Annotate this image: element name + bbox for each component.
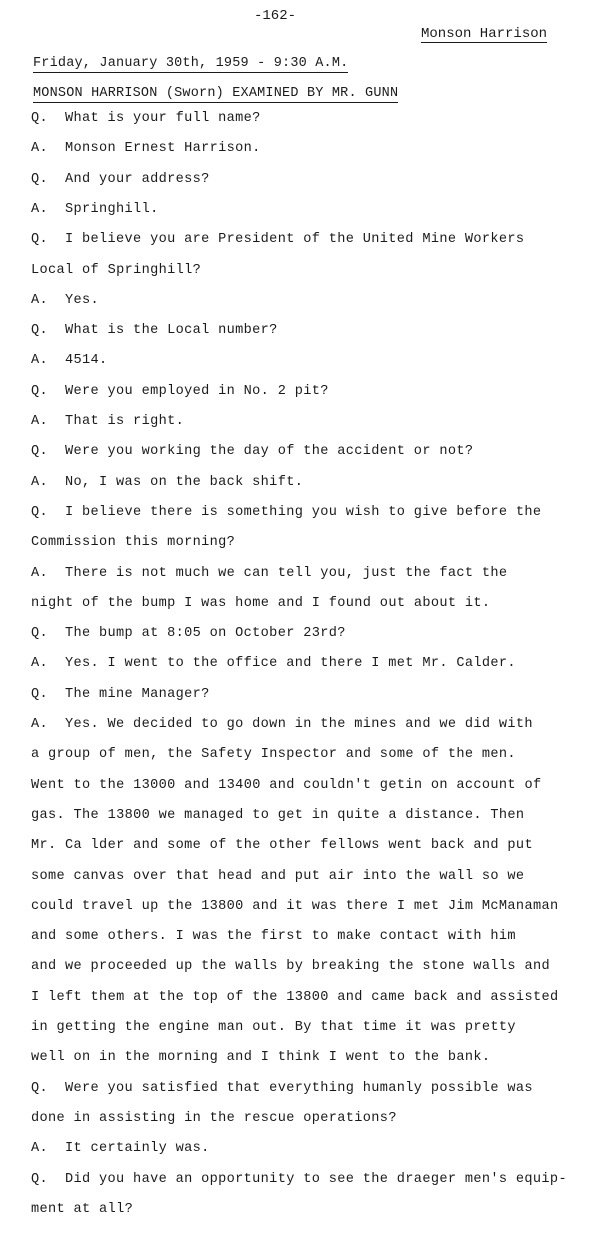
transcript-text: The bump at 8:05 on October 23rd? <box>65 626 346 642</box>
transcript-text: Monson Ernest Harrison. <box>65 141 261 157</box>
transcript-line-answer <box>31 564 507 584</box>
transcript-line-question <box>31 503 541 523</box>
transcript-line-question <box>31 442 473 462</box>
transcript-text: Mr. Ca lder and some of the other fellows went back and put <box>31 838 533 854</box>
transcript-line-answer <box>31 291 99 311</box>
transcript-line-continuation <box>31 1048 490 1068</box>
transcript-text: I believe there is something you wish to give before the <box>65 504 542 520</box>
transcript-line-continuation <box>31 867 524 887</box>
transcript-text: What is the Local number? <box>65 323 278 339</box>
transcript-line-question <box>31 1079 533 1099</box>
transcript-line-question <box>31 170 210 190</box>
transcript-line-continuation <box>31 806 524 826</box>
transcript-line-continuation <box>31 836 533 856</box>
speaker-marker: Q. <box>31 232 49 248</box>
transcript-line-question <box>31 382 329 402</box>
transcript-text: Yes. We decided to go down in the mines and we did with <box>65 717 533 732</box>
transcript-line-answer <box>31 654 516 674</box>
speaker-marker: A. <box>31 414 49 429</box>
transcript-line-continuation <box>31 533 235 553</box>
transcript-line-continuation <box>31 1018 516 1038</box>
transcript-line-answer <box>31 139 261 159</box>
transcript-line-question <box>31 109 261 129</box>
speaker-marker: Q. <box>31 111 49 126</box>
transcript-line-answer <box>31 715 533 735</box>
speaker-marker: Q. <box>31 171 49 187</box>
transcript-text: I left them at the top of the 13800 and came back and assisted <box>31 989 559 1005</box>
transcript-text: Commission this morning? <box>31 535 236 551</box>
speaker-marker: Q. <box>31 504 49 520</box>
transcript-text: 4514. <box>65 353 108 369</box>
transcript-text: Yes. I went to the office and there I met Mr. Calder. <box>65 656 516 672</box>
transcript-text: Were you employed in No. 2 pit? <box>65 383 329 399</box>
transcript-line-continuation <box>31 594 490 614</box>
transcript-text: done in assisting in the rescue operations? <box>31 1110 397 1126</box>
speaker-marker: Q. <box>31 1171 49 1187</box>
speaker-marker: A. <box>31 474 49 490</box>
transcript-line-question <box>31 624 346 644</box>
transcript-text: No, I was on the back shift. <box>65 474 304 490</box>
speaker-marker: A. <box>31 141 49 157</box>
speaker-marker: Q. <box>31 444 49 460</box>
transcript-line-question <box>31 321 278 341</box>
speaker-marker: A. <box>31 353 49 369</box>
transcript-line-answer <box>31 351 108 371</box>
transcript-line-continuation <box>31 988 558 1008</box>
transcript-text: and some others. I was the first to make contact with him <box>31 929 516 945</box>
speaker-marker: A. <box>31 292 49 308</box>
transcript-line-question <box>31 230 524 250</box>
transcript-line-answer <box>31 1139 210 1159</box>
transcript-line-continuation <box>31 745 516 765</box>
transcript-text: in getting the engine man out. By that time it was pretty <box>31 1020 516 1035</box>
transcript-text: and we proceeded up the walls by breaking the stone walls and <box>31 959 550 975</box>
speaker-marker: Q. <box>31 383 49 399</box>
transcript-text: well on in the morning and I think I went to the bank. <box>31 1050 491 1066</box>
witness-running-head: Monson Harrison <box>421 26 548 42</box>
transcript-text: night of the bump I was home and I found out about it. <box>31 595 491 611</box>
transcript-line-continuation <box>31 927 516 947</box>
speaker-marker: Q. <box>31 1080 49 1096</box>
transcript-line-continuation <box>31 261 201 281</box>
transcript-text: could travel up the 13800 and it was there I met Jim McManaman <box>31 898 559 914</box>
transcript-text: And your address? <box>65 171 210 187</box>
transcript-line-continuation <box>31 957 550 977</box>
transcript-text: ment at all? <box>31 1201 134 1217</box>
transcript-text: There is not much we can tell you, just the fact the <box>65 565 508 581</box>
transcript-text: some canvas over that head and put air into the wall so we <box>31 868 525 884</box>
transcript-line-answer <box>31 473 303 493</box>
transcript-line-continuation <box>31 776 541 796</box>
transcript-line-continuation <box>31 1200 133 1220</box>
speaker-marker: A. <box>31 656 49 672</box>
speaker-marker: A. <box>31 1141 49 1157</box>
transcript-text: Went to the 13000 and 13400 and couldn't getin on account of <box>31 777 542 793</box>
transcript-text: a group of men, the Safety Inspector and some of the men. <box>31 747 516 763</box>
transcript-text: Springhill. <box>65 201 159 217</box>
session-date-heading: Friday, January 30th, 1959 - 9:30 A.M. <box>33 56 349 71</box>
transcript-text: Local of Springhill? <box>31 262 202 278</box>
transcript-line-continuation <box>31 897 558 917</box>
speaker-marker: A. <box>31 565 49 581</box>
transcript-line-continuation <box>31 1109 397 1129</box>
transcript-text: Did you have an opportunity to see the draeger men's equip- <box>65 1171 567 1187</box>
transcript-text: gas. The 13800 we managed to get in quite a distance. Then <box>31 807 525 823</box>
transcript-text: The mine Manager? <box>65 686 210 702</box>
speaker-marker: Q. <box>31 626 49 642</box>
transcript-line-answer <box>31 200 159 220</box>
page-number: -162- <box>254 8 297 24</box>
speaker-marker: Q. <box>31 686 49 702</box>
speaker-marker: A. <box>31 201 49 217</box>
transcript-text: What is your full name? <box>65 111 261 126</box>
transcript-line-question <box>31 1170 567 1190</box>
transcript-text: Were you working the day of the accident or not? <box>65 444 474 460</box>
transcript-text: Were you satisfied that everything humanly possible was <box>65 1080 533 1096</box>
transcript-text: It certainly was. <box>65 1141 210 1157</box>
transcript-text: That is right. <box>65 414 185 429</box>
transcript-text: Yes. <box>65 292 100 308</box>
examination-heading: MONSON HARRISON (Sworn) EXAMINED BY MR. GUNN <box>33 86 399 101</box>
transcript-line-question <box>31 685 210 705</box>
speaker-marker: Q. <box>31 323 49 339</box>
transcript-text: I believe you are President of the United Mine Workers <box>65 232 525 248</box>
transcript-line-answer <box>31 412 184 432</box>
speaker-marker: A. <box>31 717 49 732</box>
